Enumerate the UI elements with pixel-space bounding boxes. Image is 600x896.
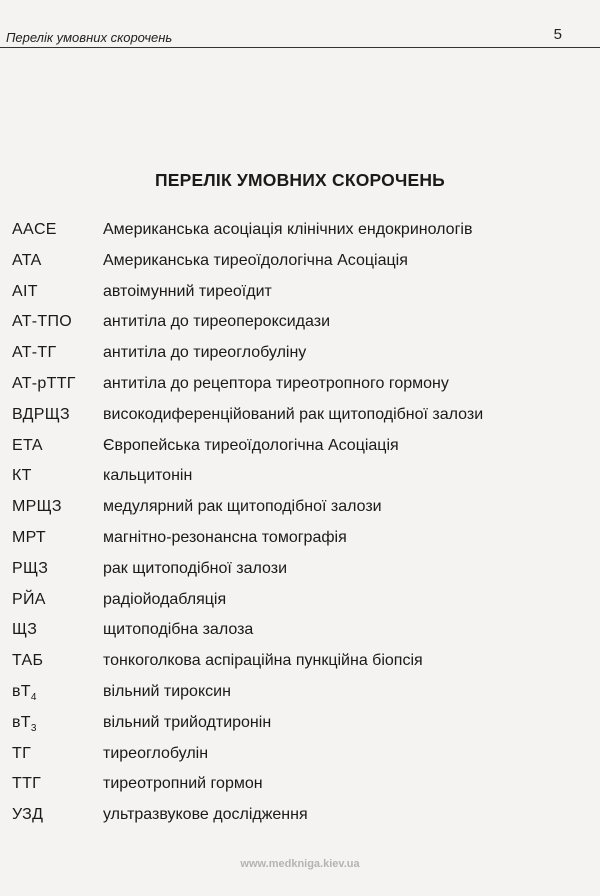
abbreviation-term: ATA	[12, 251, 42, 269]
abbreviation-definition: антитіла до тиреоглобуліну	[103, 344, 307, 362]
footer-website-link[interactable]: www.medkniga.kiev.ua	[240, 858, 360, 870]
abbreviation-row	[0, 555, 600, 586]
abbreviation-term: ТАБ	[12, 652, 44, 670]
abbreviation-term: АТ-ТГ	[12, 344, 57, 362]
abbreviation-term: РЙА	[12, 590, 46, 608]
abbreviation-row	[0, 801, 600, 832]
abbreviation-definition: радіойодабляція	[103, 590, 227, 608]
abbreviation-row	[0, 278, 600, 309]
abbreviation-term: АТ-ТПО	[12, 313, 73, 331]
abbreviation-term: ВДРЩЗ	[12, 405, 70, 423]
abbreviation-term: КТ	[12, 467, 32, 485]
abbreviation-definition: автоімунний тиреоїдит	[103, 282, 272, 300]
abbreviation-definition: тиреоглобулін	[103, 744, 209, 762]
abbreviation-definition: Європейська тиреоїдологічна Асоціація	[103, 436, 399, 454]
abbreviation-definition: антитіла до тиреопероксидази	[103, 313, 331, 331]
abbreviation-definition: вільний трийодтиронін	[103, 713, 272, 731]
running-header-title: Перелік умовних скорочень	[6, 30, 173, 45]
abbreviation-definition: вільний тироксин	[103, 682, 231, 700]
abbreviation-definition: магнітно-резонансна томографія	[103, 528, 347, 546]
abbreviation-row	[0, 678, 600, 709]
abbreviation-list	[0, 216, 600, 832]
abbreviation-term: ETA	[12, 436, 43, 454]
abbreviation-row	[0, 216, 600, 247]
abbreviation-term: ЩЗ	[12, 621, 38, 639]
page-title: ПЕРЕЛІК УМОВНИХ СКОРОЧЕНЬ	[155, 170, 445, 190]
abbreviation-definition: кальцитонін	[103, 467, 193, 485]
abbreviation-term: МРЩЗ	[12, 498, 62, 516]
abbreviation-row	[0, 247, 600, 278]
abbreviation-row	[0, 308, 600, 339]
abbreviation-term: УЗД	[12, 806, 44, 824]
abbreviation-term: МРТ	[12, 528, 46, 546]
header-rule	[0, 47, 600, 48]
abbreviation-term: АІТ	[12, 282, 38, 300]
abbreviation-term: $вТ_3$	[12, 713, 37, 734]
abbreviation-term: $вТ_4$	[12, 682, 37, 703]
abbreviation-row	[0, 616, 600, 647]
abbreviation-row	[0, 647, 600, 678]
page-number: 5	[553, 26, 562, 43]
abbreviation-definition: високодиференційований рак щитоподібної залози	[103, 405, 484, 423]
abbreviation-term: АТ-рТТГ	[12, 374, 76, 392]
abbreviation-definition: ультразвукове дослідження	[103, 806, 308, 824]
abbreviation-row	[0, 432, 600, 463]
abbreviation-definition: Американська тиреоїдологічна Асоціація	[103, 251, 408, 269]
abbreviation-term: ТТГ	[12, 775, 42, 793]
abbreviation-term: AACE	[12, 221, 57, 238]
abbreviation-definition: Американська асоціація клінічних ендокринологів	[103, 221, 473, 238]
abbreviation-definition: рак щитоподібної залози	[103, 559, 288, 577]
abbreviation-row	[0, 370, 600, 401]
abbreviation-row	[0, 709, 600, 740]
abbreviation-row	[0, 586, 600, 617]
abbreviation-row	[0, 740, 600, 771]
abbreviation-definition: тонкоголкова аспіраційна пункційна біопсія	[103, 652, 423, 670]
abbreviation-definition: щитоподібна залоза	[103, 621, 254, 639]
abbreviation-row	[0, 401, 600, 432]
abbreviation-term: РЩЗ	[12, 559, 49, 577]
abbreviation-definition: тиреотропний гормон	[103, 775, 263, 793]
abbreviation-row	[0, 339, 600, 370]
abbreviation-row	[0, 493, 600, 524]
abbreviation-row	[0, 462, 600, 493]
abbreviation-definition: антитіла до рецептора тиреотропного гормону	[103, 374, 449, 392]
abbreviation-row	[0, 770, 600, 801]
abbreviation-row	[0, 524, 600, 555]
abbreviation-term: ТГ	[12, 744, 32, 762]
abbreviation-definition: медулярний рак щитоподібної залози	[103, 498, 382, 516]
